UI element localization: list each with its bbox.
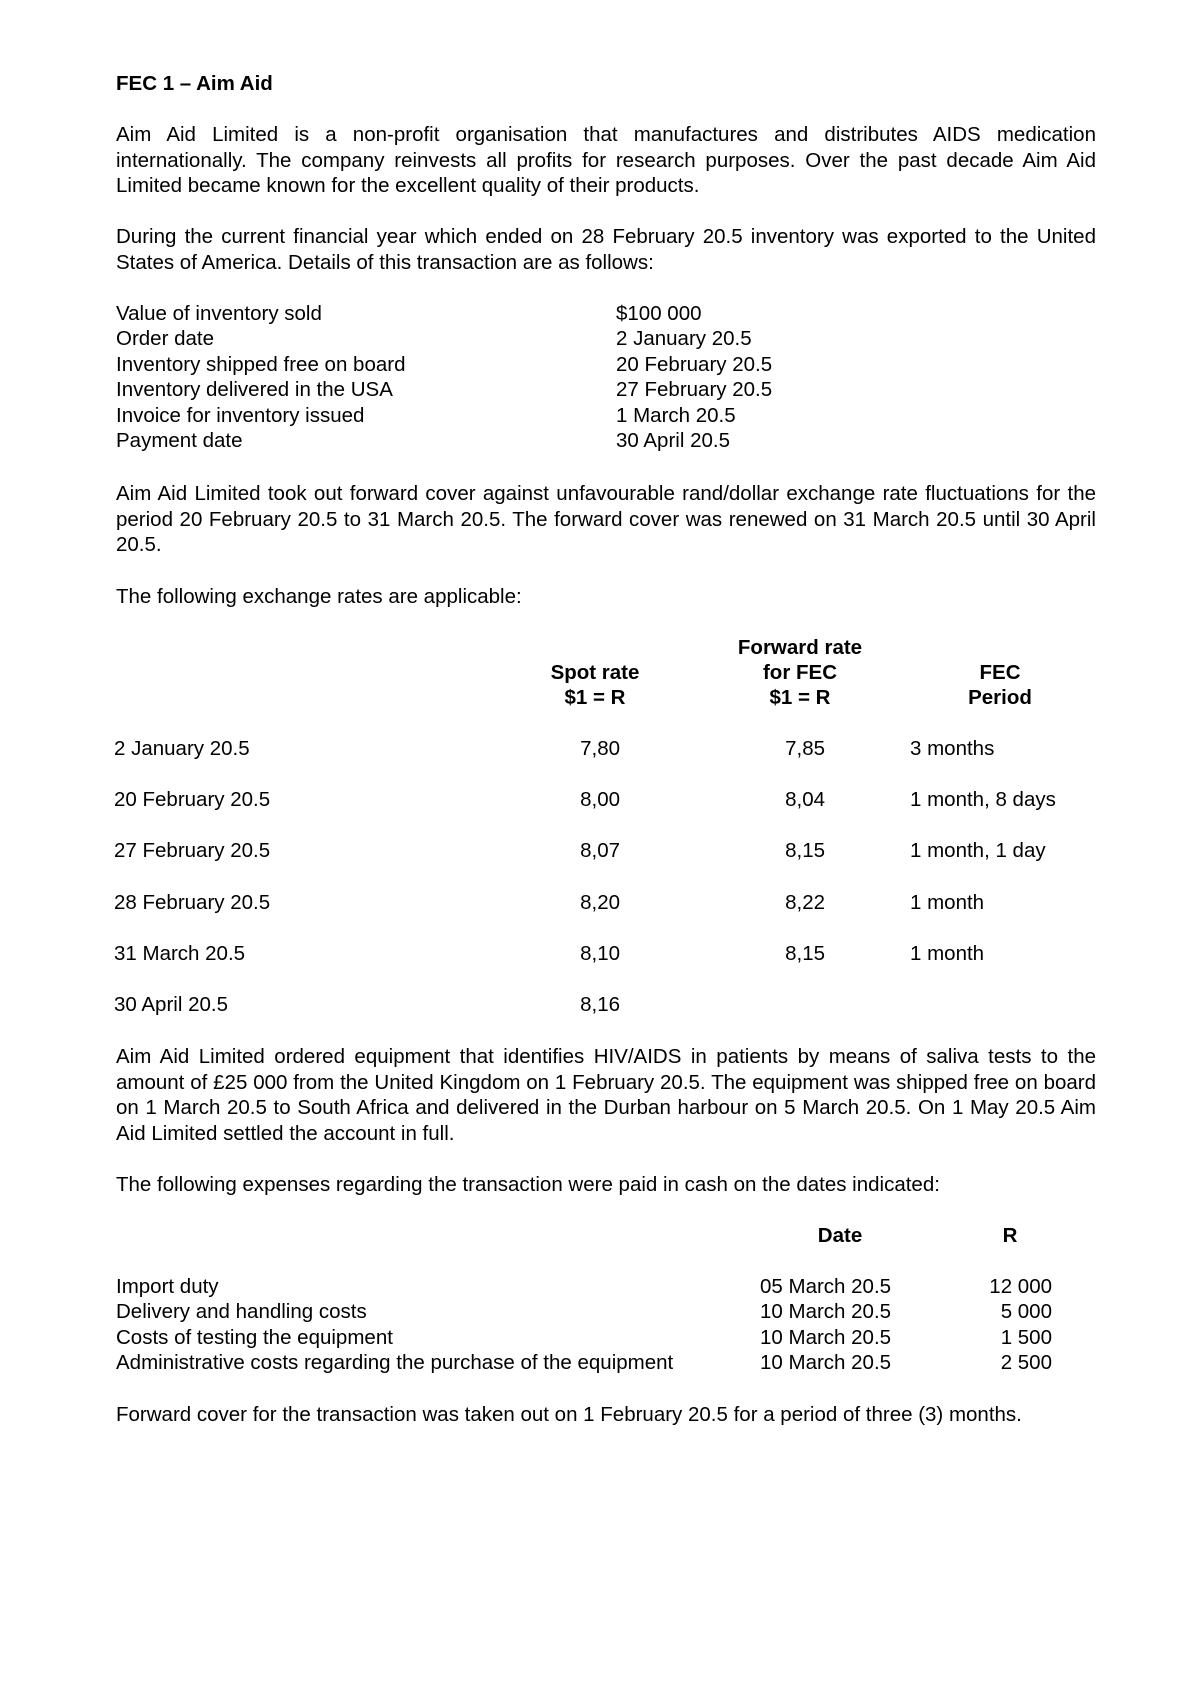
- export-detail-value: 30 April 20.5: [616, 429, 730, 452]
- expense-date: 10 March 20.5: [760, 1351, 892, 1374]
- document-title: FEC 1 – Aim Aid: [116, 72, 273, 95]
- export-detail-value: 20 February 20.5: [616, 353, 773, 376]
- fec-period-value: 1 month, 8 days: [910, 788, 1056, 811]
- forward-cover-paragraph: Aim Aid Limited took out forward cover against unfavourable rand/dollar exchange rate fluctuations for the period 20 February 20.5 to 31 March 20.5. The forward cover was renewed on 31 March 20.5 until 30 April 20.5.: [116, 482, 1096, 556]
- export-detail-label: Payment date: [116, 429, 243, 452]
- spot-rate-value: 8,07: [580, 839, 620, 862]
- expense-amount: 12 000: [989, 1275, 1052, 1298]
- fec-period-value: 3 months: [910, 737, 995, 760]
- expense-amount: 1 500: [1000, 1326, 1052, 1349]
- fec-period-value: 1 month: [910, 891, 985, 914]
- forward-rate-value: 8,15: [785, 839, 825, 862]
- export-detail-value: 2 January 20.5: [616, 327, 752, 350]
- fec-header: FEC: [979, 661, 1021, 684]
- equipment-paragraph: Aim Aid Limited ordered equipment that identifies HIV/AIDS in patients by means of saliva tests to the amount of £25 000 from the United Kingdom on 1 February 20.5. The equipment was shipped free on board on 1 March 20.5 to South Africa and delivered in the Durban harbour on 5 March 20.5. On 1 May 20.5 Aim Aid Limited settled the account in full.: [116, 1045, 1096, 1145]
- spot-rate-value: 8,00: [580, 788, 620, 811]
- expense-label: Delivery and handling costs: [116, 1300, 367, 1323]
- intro-paragraph: Aim Aid Limited is a non-profit organisation that manufactures and distributes AIDS medication internationally. The company reinvests all profits for research purposes. Over the past decade Aim Aid Limited became known for the excellent quality of their products.: [116, 123, 1096, 197]
- export-detail-label: Inventory shipped free on board: [116, 353, 406, 376]
- closing-paragraph: Forward cover for the transaction was taken out on 1 February 20.5 for a period of three (3) months.: [116, 1403, 1022, 1426]
- export-detail-label: Inventory delivered in the USA: [116, 378, 393, 401]
- expense-label: Import duty: [116, 1275, 219, 1298]
- export-detail-label: Order date: [116, 327, 214, 350]
- forward-rate-header: Forward rate: [737, 636, 863, 659]
- expenses-amount-header: R: [1002, 1224, 1018, 1247]
- export-detail-label: Value of inventory sold: [116, 302, 322, 325]
- spot-rate-header: Spot rate: [550, 661, 640, 684]
- expense-amount: 2 500: [1000, 1351, 1052, 1374]
- fec-period-header: Period: [968, 686, 1032, 709]
- export-detail-value: $100 000: [616, 302, 702, 325]
- rate-date: 30 April 20.5: [114, 993, 228, 1016]
- spot-rate-value: 7,80: [580, 737, 620, 760]
- expense-label: Costs of testing the equipment: [116, 1326, 393, 1349]
- fec-period-value: 1 month, 1 day: [910, 839, 1046, 862]
- rates-intro: The following exchange rates are applicable:: [116, 585, 522, 608]
- rate-date: 27 February 20.5: [114, 839, 271, 862]
- spot-rate-unit-header: $1 = R: [564, 686, 626, 709]
- expense-date: 10 March 20.5: [760, 1300, 892, 1323]
- forward-rate-value: 8,04: [785, 788, 825, 811]
- fec-period-value: 1 month: [910, 942, 985, 965]
- export-detail-value: 27 February 20.5: [616, 378, 773, 401]
- forward-rate-value: 7,85: [785, 737, 825, 760]
- forward-rate-value: 8,15: [785, 942, 825, 965]
- spot-rate-value: 8,16: [580, 993, 620, 1016]
- expense-date: 05 March 20.5: [760, 1275, 892, 1298]
- rate-date: 31 March 20.5: [114, 942, 246, 965]
- export-detail-label: Invoice for inventory issued: [116, 404, 365, 427]
- expense-label: Administrative costs regarding the purchase of the equipment: [116, 1351, 674, 1374]
- expenses-intro: The following expenses regarding the transaction were paid in cash on the dates indicated:: [116, 1173, 940, 1196]
- spot-rate-value: 8,20: [580, 891, 620, 914]
- rate-date: 2 January 20.5: [114, 737, 250, 760]
- forward-rate-for-fec-header: for FEC: [762, 661, 838, 684]
- expense-amount: 5 000: [1000, 1300, 1052, 1323]
- expenses-date-header: Date: [817, 1224, 863, 1247]
- rate-date: 20 February 20.5: [114, 788, 271, 811]
- rate-date: 28 February 20.5: [114, 891, 271, 914]
- expense-date: 10 March 20.5: [760, 1326, 892, 1349]
- forward-rate-value: 8,22: [785, 891, 825, 914]
- spot-rate-value: 8,10: [580, 942, 620, 965]
- export-intro-paragraph: During the current financial year which ended on 28 February 20.5 inventory was exported to the United States of America. Details of this transaction are as follows:: [116, 225, 1096, 274]
- forward-rate-unit-header: $1 = R: [769, 686, 831, 709]
- export-detail-value: 1 March 20.5: [616, 404, 736, 427]
